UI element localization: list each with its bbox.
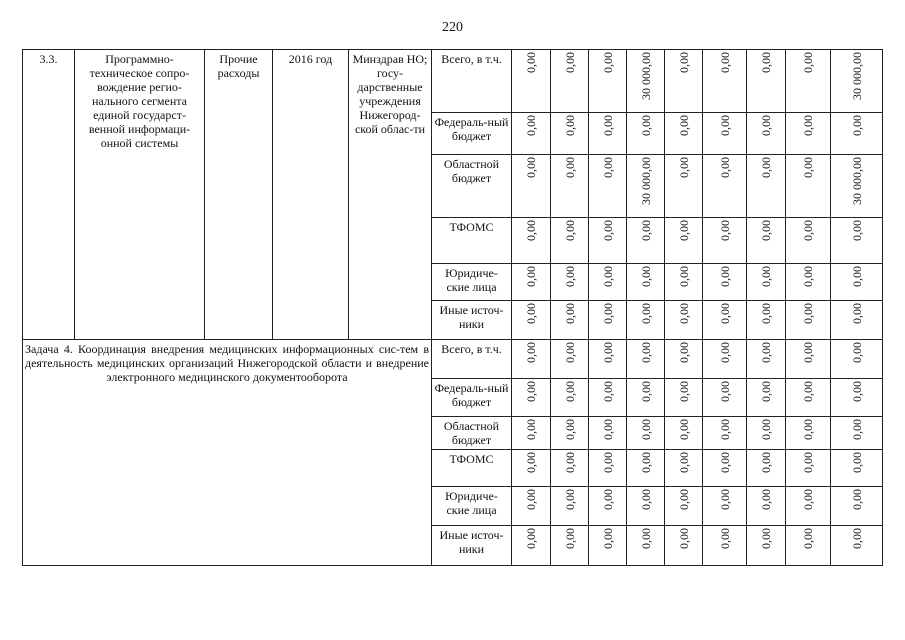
amount-cell (589, 113, 627, 155)
amount-cell (589, 450, 627, 487)
funding-source-label: Иные источ-ники (432, 301, 512, 340)
amount-cell (551, 379, 589, 417)
amount-value: 0,00 (801, 419, 815, 440)
amount-cell (665, 301, 703, 340)
amount-value: 0,00 (562, 381, 577, 402)
amount-value: 0,00 (524, 452, 538, 473)
amount-cell (747, 526, 786, 566)
amount-value: 0,00 (638, 452, 653, 473)
funding-source-label: Всего, в т.ч. (432, 50, 512, 113)
amount-value: 0,00 (562, 115, 577, 136)
amount-cell (551, 340, 589, 379)
amount-cell (747, 50, 786, 113)
amount-cell (627, 340, 665, 379)
amount-cell (786, 487, 831, 526)
amount-cell (551, 113, 589, 155)
amount-cell (627, 487, 665, 526)
amount-cell (831, 301, 883, 340)
amount-value: 0,00 (524, 381, 538, 402)
amount-cell (512, 417, 551, 450)
amount-cell (831, 264, 883, 301)
amount-value: 0,00 (717, 381, 732, 402)
amount-value: 0,00 (759, 419, 773, 440)
amount-value: 0,00 (717, 115, 732, 136)
amount-value: 0,00 (562, 157, 577, 178)
amount-cell (786, 301, 831, 340)
amount-value: 0,00 (600, 342, 615, 363)
amount-value: 0,00 (849, 115, 864, 136)
amount-cell (831, 526, 883, 566)
amount-cell (665, 113, 703, 155)
amount-cell (665, 218, 703, 264)
amount-cell (512, 340, 551, 379)
amount-cell (665, 264, 703, 301)
amount-cell (627, 450, 665, 487)
amount-cell (551, 417, 589, 450)
amount-value: 0,00 (524, 157, 538, 178)
amount-cell (512, 264, 551, 301)
amount-cell (786, 264, 831, 301)
expense-type: Прочие расходы (205, 50, 273, 340)
amount-value: 0,00 (638, 342, 653, 363)
amount-value: 0,00 (562, 52, 577, 73)
amount-value: 0,00 (717, 342, 732, 363)
amount-cell (703, 487, 747, 526)
amount-cell (747, 218, 786, 264)
amount-value: 0,00 (600, 115, 615, 136)
amount-cell (703, 417, 747, 450)
funding-source-label: Иные источ-ники (432, 526, 512, 566)
amount-cell (703, 264, 747, 301)
amount-cell (512, 50, 551, 113)
amount-cell (627, 379, 665, 417)
amount-value: 0,00 (849, 220, 864, 241)
amount-value: 0,00 (676, 266, 691, 287)
funding-source-label: Федераль-ный бюджет (432, 379, 512, 417)
amount-value: 0,00 (676, 528, 691, 549)
amount-value: 0,00 (562, 220, 577, 241)
amount-cell (786, 450, 831, 487)
amount-cell (512, 301, 551, 340)
amount-cell (512, 379, 551, 417)
amount-value: 0,00 (676, 220, 691, 241)
amount-cell (589, 340, 627, 379)
amount-value: 30 000,00 (638, 52, 653, 100)
amount-cell (665, 526, 703, 566)
amount-value: 0,00 (524, 489, 538, 510)
amount-value: 0,00 (524, 342, 538, 363)
amount-cell (512, 155, 551, 218)
amount-value: 0,00 (638, 115, 653, 136)
amount-value: 0,00 (849, 303, 864, 324)
amount-value: 0,00 (849, 381, 864, 402)
amount-cell (703, 301, 747, 340)
amount-cell (551, 50, 589, 113)
budget-table (22, 49, 883, 566)
amount-value: 0,00 (600, 381, 615, 402)
amount-cell (627, 155, 665, 218)
amount-cell (627, 417, 665, 450)
amount-value: 0,00 (524, 220, 538, 241)
funding-source-label: Федераль-ный бюджет (432, 113, 512, 155)
amount-value: 0,00 (717, 303, 732, 324)
amount-cell (665, 340, 703, 379)
amount-cell (551, 218, 589, 264)
amount-value: 0,00 (676, 342, 691, 363)
amount-value: 0,00 (717, 220, 732, 241)
amount-value: 0,00 (638, 381, 653, 402)
amount-value: 0,00 (759, 381, 773, 402)
amount-cell (512, 218, 551, 264)
amount-value: 0,00 (638, 266, 653, 287)
amount-value: 0,00 (524, 115, 538, 136)
amount-value: 0,00 (759, 266, 773, 287)
amount-value: 0,00 (849, 342, 864, 363)
amount-value: 0,00 (562, 452, 577, 473)
funding-source-label: Областной бюджет (432, 155, 512, 218)
amount-cell (665, 50, 703, 113)
page-number: 220 (442, 20, 463, 35)
amount-value: 30 000,00 (849, 157, 864, 205)
amount-cell (747, 301, 786, 340)
amount-value: 0,00 (562, 528, 577, 549)
amount-cell (627, 50, 665, 113)
task-title-cell (23, 340, 432, 566)
task-title: Задача 4. Координация внедрения медицинских информационных сис-тем в деятельность медицинских организаций Нижегородской области и внедрение электронного медицинского документооборота (25, 342, 429, 384)
amount-cell (747, 417, 786, 450)
amount-value: 0,00 (524, 266, 538, 287)
amount-value: 0,00 (676, 489, 691, 510)
amount-cell (627, 526, 665, 566)
amount-value: 0,00 (600, 52, 615, 73)
amount-cell (589, 218, 627, 264)
amount-cell (589, 301, 627, 340)
amount-cell (665, 450, 703, 487)
amount-value: 0,00 (562, 342, 577, 363)
row-number: 3.3. (23, 50, 75, 340)
amount-cell (627, 301, 665, 340)
amount-value: 0,00 (849, 266, 864, 287)
amount-value: 0,00 (801, 303, 815, 324)
amount-cell (786, 155, 831, 218)
amount-value: 0,00 (638, 419, 653, 440)
amount-value: 0,00 (600, 220, 615, 241)
amount-cell (665, 417, 703, 450)
amount-cell (786, 340, 831, 379)
amount-value: 0,00 (676, 303, 691, 324)
amount-value: 0,00 (524, 528, 538, 549)
amount-value: 0,00 (600, 266, 615, 287)
amount-value: 0,00 (801, 489, 815, 510)
amount-cell (703, 379, 747, 417)
funding-source-label: Областной бюджет (432, 417, 512, 450)
amount-value: 0,00 (600, 489, 615, 510)
amount-value: 0,00 (600, 303, 615, 324)
amount-cell (665, 487, 703, 526)
amount-cell (747, 264, 786, 301)
funding-source-label: ТФОМС (432, 218, 512, 264)
amount-value: 0,00 (638, 303, 653, 324)
amount-value: 0,00 (600, 157, 615, 178)
amount-cell (747, 450, 786, 487)
amount-value: 0,00 (759, 452, 773, 473)
amount-cell (627, 113, 665, 155)
amount-cell (589, 417, 627, 450)
amount-cell (747, 487, 786, 526)
amount-value: 30 000,00 (849, 52, 864, 100)
amount-cell (703, 155, 747, 218)
amount-cell (551, 264, 589, 301)
amount-cell (747, 379, 786, 417)
funding-source-label: ТФОМС (432, 450, 512, 487)
amount-cell (831, 379, 883, 417)
amount-cell (831, 50, 883, 113)
amount-cell (831, 113, 883, 155)
amount-value: 0,00 (801, 52, 815, 73)
amount-cell (703, 113, 747, 155)
amount-value: 0,00 (638, 528, 653, 549)
amount-value: 0,00 (524, 303, 538, 324)
amount-value: 0,00 (717, 452, 732, 473)
amount-value: 0,00 (717, 157, 732, 178)
amount-cell (786, 526, 831, 566)
amount-cell (589, 487, 627, 526)
amount-value: 0,00 (717, 489, 732, 510)
amount-cell (831, 340, 883, 379)
amount-value: 0,00 (759, 220, 773, 241)
amount-value: 0,00 (676, 157, 691, 178)
amount-value: 0,00 (849, 528, 864, 549)
amount-cell (831, 218, 883, 264)
amount-cell (589, 155, 627, 218)
amount-cell (831, 487, 883, 526)
executor: Минздрав НО; госу-дарственные учреждения Нижегород-ской облас-ти (349, 50, 432, 340)
amount-cell (786, 50, 831, 113)
amount-value: 0,00 (801, 115, 815, 136)
amount-cell (551, 155, 589, 218)
amount-cell (551, 526, 589, 566)
amount-value: 0,00 (562, 303, 577, 324)
funding-source-label: Юридиче-ские лица (432, 487, 512, 526)
amount-value: 0,00 (759, 342, 773, 363)
amount-cell (703, 218, 747, 264)
amount-cell (747, 340, 786, 379)
amount-cell (786, 379, 831, 417)
amount-cell (786, 113, 831, 155)
table-row (23, 50, 883, 113)
amount-value: 0,00 (717, 266, 732, 287)
amount-value: 0,00 (600, 419, 615, 440)
amount-value: 0,00 (562, 419, 577, 440)
table-row (23, 340, 883, 379)
funding-source-label: Юридиче-ские лица (432, 264, 512, 301)
amount-value: 0,00 (676, 381, 691, 402)
amount-value: 0,00 (759, 115, 773, 136)
amount-value: 0,00 (717, 528, 732, 549)
amount-value: 0,00 (600, 452, 615, 473)
amount-value: 0,00 (759, 528, 773, 549)
amount-value: 0,00 (801, 381, 815, 402)
amount-value: 0,00 (849, 489, 864, 510)
amount-value: 0,00 (562, 489, 577, 510)
amount-cell (512, 487, 551, 526)
amount-value: 0,00 (676, 419, 691, 440)
period: 2016 год (273, 50, 349, 340)
amount-cell (589, 379, 627, 417)
amount-cell (627, 218, 665, 264)
amount-cell (747, 113, 786, 155)
amount-cell (589, 264, 627, 301)
amount-cell (551, 487, 589, 526)
amount-cell (786, 417, 831, 450)
amount-cell (665, 155, 703, 218)
amount-cell (786, 218, 831, 264)
amount-value: 0,00 (759, 52, 773, 73)
amount-value: 0,00 (801, 266, 815, 287)
amount-value: 0,00 (849, 452, 864, 473)
amount-cell (703, 450, 747, 487)
amount-cell (512, 526, 551, 566)
amount-value: 0,00 (638, 220, 653, 241)
amount-value: 0,00 (717, 419, 732, 440)
amount-cell (512, 450, 551, 487)
amount-cell (665, 379, 703, 417)
amount-value: 0,00 (524, 52, 538, 73)
amount-value: 0,00 (524, 419, 538, 440)
amount-cell (589, 526, 627, 566)
amount-value: 0,00 (676, 452, 691, 473)
activity-name: Программно-техническое сопро-вождение регио-нального сегмента единой государст-венной информаци-онной системы (75, 50, 205, 340)
amount-value: 0,00 (849, 419, 864, 440)
amount-cell (703, 340, 747, 379)
amount-value: 0,00 (801, 220, 815, 241)
amount-cell (831, 450, 883, 487)
amount-value: 0,00 (759, 303, 773, 324)
funding-source-label: Всего, в т.ч. (432, 340, 512, 379)
amount-cell (551, 301, 589, 340)
amount-cell (831, 155, 883, 218)
amount-value: 0,00 (638, 489, 653, 510)
amount-value: 0,00 (600, 528, 615, 549)
amount-cell (703, 526, 747, 566)
amount-value: 0,00 (801, 452, 815, 473)
amount-cell (627, 264, 665, 301)
amount-cell (589, 50, 627, 113)
amount-value: 0,00 (801, 528, 815, 549)
amount-cell (551, 450, 589, 487)
amount-cell (831, 417, 883, 450)
amount-cell (512, 113, 551, 155)
amount-value: 0,00 (801, 342, 815, 363)
amount-value: 0,00 (717, 52, 732, 73)
amount-value: 0,00 (676, 115, 691, 136)
amount-value: 0,00 (676, 52, 691, 73)
amount-value: 0,00 (562, 266, 577, 287)
amount-value: 0,00 (801, 157, 815, 178)
amount-cell (703, 50, 747, 113)
amount-value: 0,00 (759, 157, 773, 178)
amount-cell (747, 155, 786, 218)
amount-value: 0,00 (759, 489, 773, 510)
amount-value: 30 000,00 (638, 157, 653, 205)
